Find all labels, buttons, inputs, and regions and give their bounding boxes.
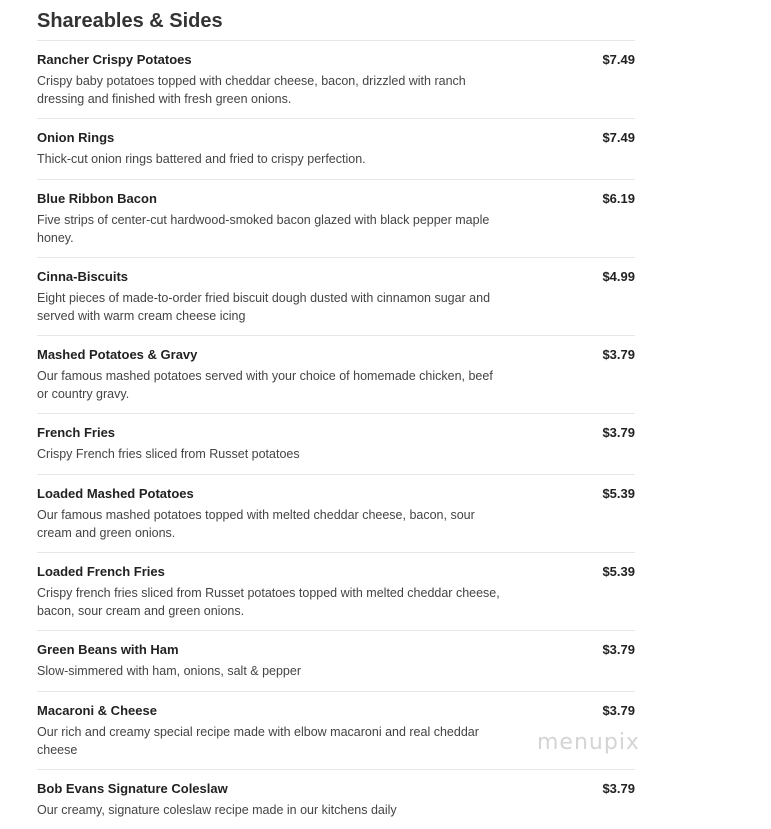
menu-item-price: $5.39 — [602, 564, 635, 579]
menu-item-description: Slow-simmered with ham, onions, salt & pepper — [37, 664, 302, 678]
menu-item-price: $6.19 — [602, 191, 635, 206]
menu-item-name: Macaroni & Cheese — [37, 703, 157, 718]
menu-item-description: Crispy french fries sliced from Russet potatoes topped with melted cheddar cheese, bacon, sour cream and green onions. — [37, 586, 500, 618]
menu-item-name: French Fries — [37, 425, 116, 440]
menu-item-description: Crispy French fries sliced from Russet potatoes — [37, 447, 300, 461]
menu-item-description: Our rich and creamy special recipe made with elbow macaroni and real cheddar cheese — [37, 725, 479, 757]
menu-item — [37, 769, 635, 829]
menu-item-price: $3.79 — [602, 642, 635, 657]
menu-item-description: Our creamy, signature coleslaw recipe made in our kitchens daily — [37, 803, 397, 817]
menu-item — [37, 179, 635, 257]
menu-item-description: Our famous mashed potatoes topped with melted cheddar cheese, bacon, sour cream and green onions. — [37, 508, 475, 540]
menu-item — [37, 413, 635, 474]
menu-item-name: Loaded French Fries — [37, 564, 165, 579]
menu-item-list — [37, 40, 635, 829]
menu-item-description: Five strips of center-cut hardwood-smoked bacon glazed with black pepper maple honey. — [37, 213, 490, 245]
menu-item-price: $7.49 — [602, 52, 635, 67]
menu-item-description: Thick-cut onion rings battered and fried to crispy perfection. — [37, 152, 366, 166]
menu-item-price: $7.49 — [602, 130, 635, 145]
menu-item — [37, 474, 635, 552]
menu-item-description: Crispy baby potatoes topped with cheddar cheese, bacon, drizzled with ranch dressing and finished with fresh green onions. — [37, 74, 466, 106]
section-title: Shareables & Sides — [37, 10, 223, 32]
menu-item-name: Mashed Potatoes & Gravy — [37, 347, 198, 362]
menu-item — [37, 335, 635, 413]
menu-item-price: $3.79 — [602, 425, 635, 440]
menu-item — [37, 630, 635, 691]
watermark: menupix — [537, 730, 640, 755]
menu-item-price: $5.39 — [602, 486, 635, 501]
menu-item-description: Eight pieces of made-to-order fried biscuit dough dusted with cinnamon sugar and served with warm cream cheese icing — [37, 291, 491, 323]
menu-item-name: Onion Rings — [37, 130, 115, 145]
menu-item-name: Blue Ribbon Bacon — [37, 191, 157, 206]
menu-item-price: $3.79 — [602, 347, 635, 362]
menu-item-price: $3.79 — [602, 703, 635, 718]
menu-item — [37, 40, 635, 118]
menu-item — [37, 118, 635, 179]
menu-item-price: $4.99 — [602, 269, 635, 284]
menu-item-name: Bob Evans Signature Coleslaw — [37, 781, 228, 796]
menu-item-name: Green Beans with Ham — [37, 642, 179, 657]
menu-item-name: Loaded Mashed Potatoes — [37, 486, 194, 501]
menu-item-price: $3.79 — [602, 781, 635, 796]
menu-item-name: Cinna-Biscuits — [37, 269, 129, 284]
menu-item — [37, 257, 635, 335]
menu-item-description: Our famous mashed potatoes served with your choice of homemade chicken, beef or country gravy. — [37, 369, 493, 401]
menu-item — [37, 552, 635, 630]
menu-item-name: Rancher Crispy Potatoes — [37, 52, 192, 67]
